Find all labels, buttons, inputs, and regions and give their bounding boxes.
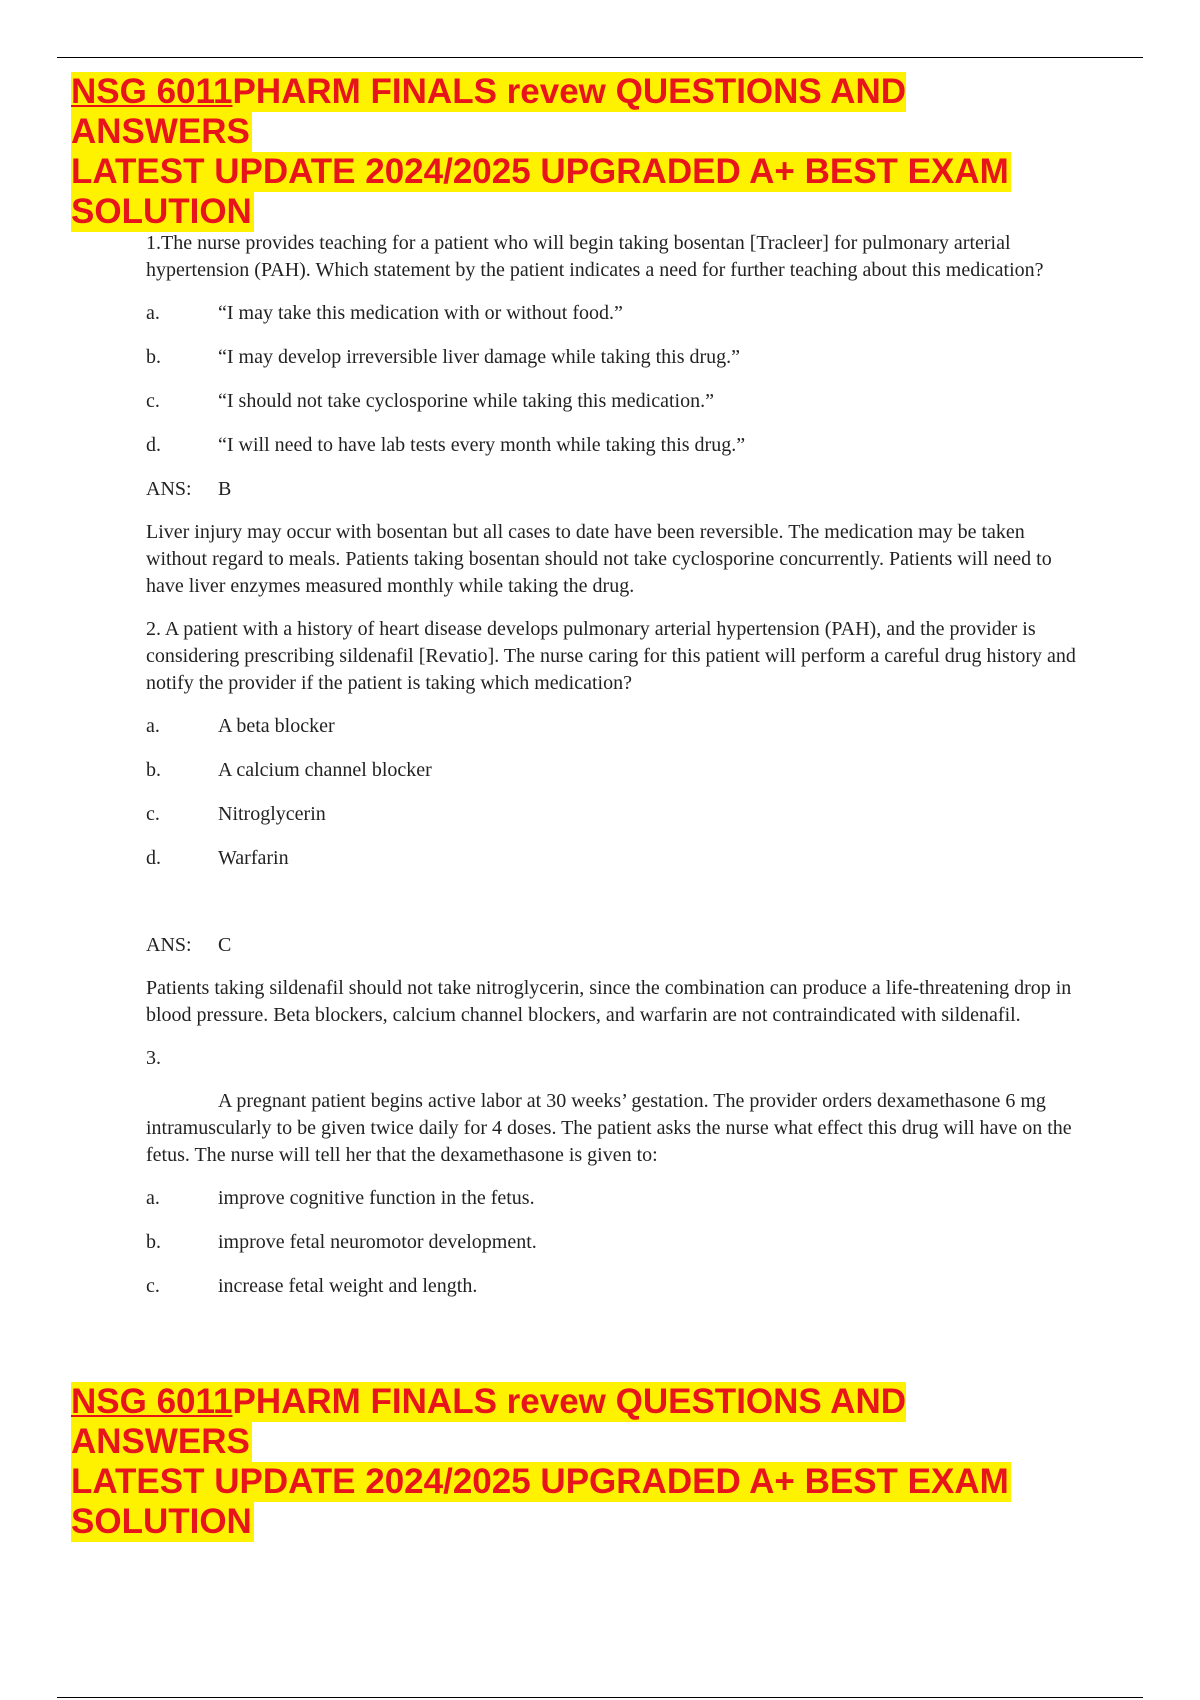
footer-title-line-1: PHARM FINALS revew QUESTIONS AND ANSWERS: [71, 1382, 907, 1461]
banner-title-line-3: SOLUTION: [71, 192, 252, 231]
question-2-rationale: Patients taking sildenafil should not take nitroglycerin, since the combination can produce a life-threatening drop in blood pressure. Beta blockers, calcium channel blockers, and warfarin are not contraindicated with sildenafil.: [146, 977, 1072, 1026]
footer-title-line-3: SOLUTION: [71, 1502, 252, 1541]
question-2-answer-value: C: [218, 934, 232, 956]
document-body: [146, 230, 1086, 1317]
course-code: NSG 6011: [71, 72, 233, 111]
question-3-number: 3.: [146, 1047, 161, 1069]
question-1-option-d: d. “I will need to have lab tests every month while taking this drug.”: [146, 434, 746, 456]
footer-banner: [71, 1382, 1071, 1542]
question-3-stem: A pregnant patient begins active labor at 30 weeks’ gestation. The provider orders dexamethasone 6 mg intramuscularly to be given twice daily for 4 doses. The patient asks the nurse what effect this drug will have on the fetus. The nurse will tell her that the dexamethasone is given to:: [146, 1090, 1072, 1166]
question-2-option-b: b. A calcium channel blocker: [146, 759, 432, 781]
question-1-stem: 1.The nurse provides teaching for a patient who will begin taking bosentan [Tracleer] for pulmonary arterial hypertension (PAH). Which statement by the patient indicates a need for further teaching about this medication?: [146, 232, 1044, 281]
question-3-option-a: a. improve cognitive function in the fetus.: [146, 1187, 535, 1209]
footer-title-line-2: LATEST UPDATE 2024/2025 UPGRADED A+ BEST EXAM: [71, 1462, 1009, 1501]
banner-title-line-2: LATEST UPDATE 2024/2025 UPGRADED A+ BEST EXAM: [71, 152, 1009, 191]
question-3-option-b: b. improve fetal neuromotor development.: [146, 1231, 537, 1253]
question-1-rationale: Liver injury may occur with bosentan but all cases to date have been reversible. The medication may be taken without regard to meals. Patients taking bosentan should not take cyclosporine concurrently. Patients will need to have liver enzymes measured monthly while taking the drug.: [146, 521, 1052, 597]
bottom-rule: [57, 1697, 1143, 1698]
spacer: [146, 889, 1086, 932]
question-2-stem: 2. A patient with a history of heart disease develops pulmonary arterial hypertension (PAH), and the provider is considering prescribing sildenafil [Revatio]. The nurse caring for this patient will perform a careful drug history and notify the provider if the patient is taking which medication?: [146, 618, 1076, 694]
question-1-answer-value: B: [218, 478, 232, 500]
question-1-option-b: b. “I may develop irreversible liver damage while taking this drug.”: [146, 346, 741, 368]
question-2-option-a: a. A beta blocker: [146, 715, 335, 737]
question-2-option-c: c. Nitroglycerin: [146, 803, 326, 825]
question-1-answer: ANS: B: [146, 476, 1086, 503]
banner-title-line-1: PHARM FINALS revew QUESTIONS AND ANSWERS: [71, 72, 907, 151]
footer-course-code: NSG 6011: [71, 1382, 233, 1421]
top-rule: [57, 57, 1143, 58]
question-1-option-c: c. “I should not take cyclosporine while taking this medication.”: [146, 390, 714, 412]
question-2-option-d: d. Warfarin: [146, 847, 289, 869]
header-banner: [71, 72, 1071, 232]
question-2-answer: ANS: C: [146, 932, 1086, 959]
question-1-option-a: a. “I may take this medication with or without food.”: [146, 302, 623, 324]
question-3-option-c: c. increase fetal weight and length.: [146, 1275, 478, 1297]
